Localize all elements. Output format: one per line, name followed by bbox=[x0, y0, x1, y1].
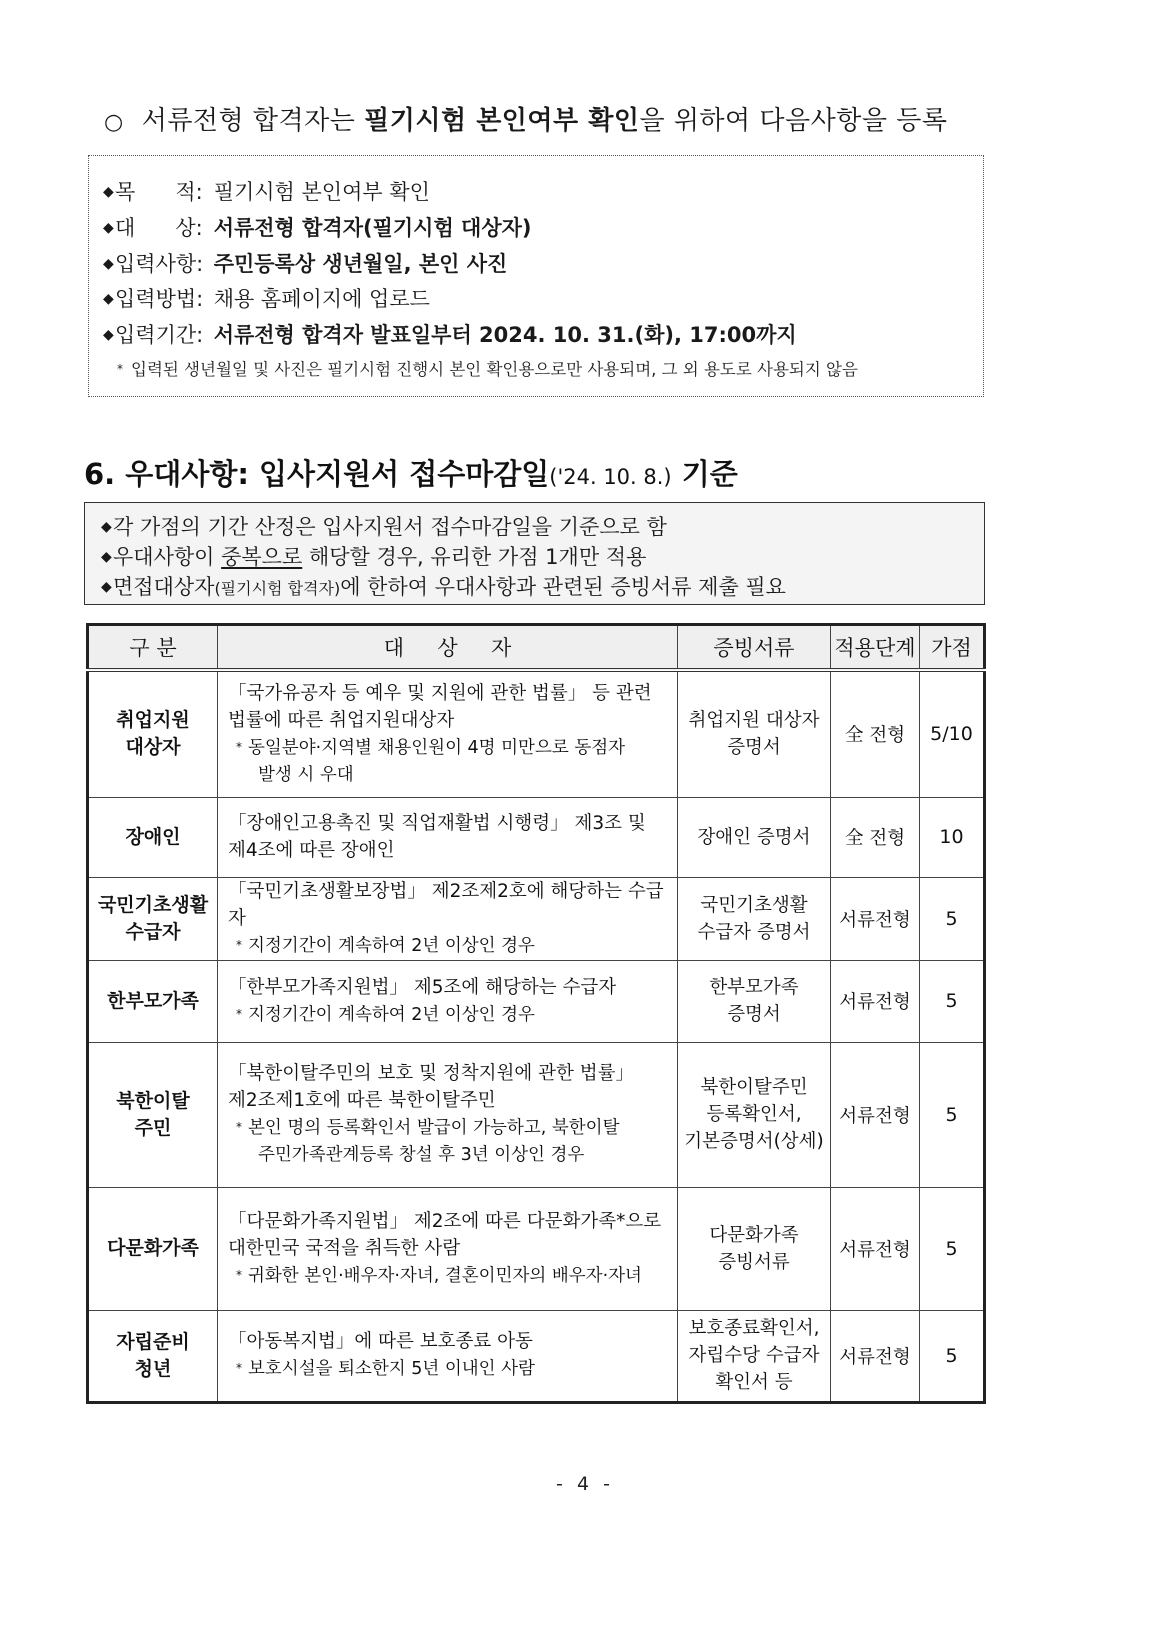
note-line: 지정기간이 계속하여 2년 이상인 경우 bbox=[248, 1004, 535, 1025]
row-target bbox=[218, 1187, 678, 1310]
item-label: 대 상: bbox=[115, 216, 203, 240]
row-documents bbox=[678, 670, 831, 797]
row-points: 5/10 bbox=[920, 670, 985, 797]
row-category bbox=[88, 1042, 218, 1187]
asterisk-icon: * bbox=[236, 937, 242, 952]
target-line: 「장애인고용촉진 및 직업재활법 시행령」 제3조 및 bbox=[228, 813, 646, 834]
row-documents bbox=[678, 1187, 831, 1310]
category-line: 대상자 bbox=[125, 736, 181, 759]
note-text-a: 우대사항이 bbox=[113, 545, 222, 569]
document-line: 보호종료확인서, bbox=[688, 1318, 820, 1339]
page-number: - 4 - bbox=[556, 1473, 614, 1495]
bullet-icon: ◆ bbox=[103, 256, 114, 272]
note-text-b: 에 한하여 우대사항과 관련된 증빙서류 제출 필요 bbox=[340, 575, 786, 599]
target-note bbox=[228, 1355, 677, 1383]
row-stage: 서류전형 bbox=[831, 960, 920, 1042]
note-text: 각 가점의 기간 산정은 입사지원서 접수마감일을 기준으로 함 bbox=[113, 515, 667, 539]
document-line: 한부모가족 bbox=[709, 977, 799, 998]
table-header-row bbox=[88, 625, 985, 671]
asterisk-icon: * bbox=[236, 1267, 242, 1282]
row-documents bbox=[678, 877, 831, 960]
header-target: 대 상 자 bbox=[218, 625, 678, 671]
bullet-icon: ◆ bbox=[103, 327, 114, 343]
note-line-2 bbox=[101, 541, 646, 571]
category-line: 청년 bbox=[134, 1357, 172, 1380]
target-line: 제4조에 따른 장애인 bbox=[228, 840, 395, 861]
item-value: 채용 홈페이지에 업로드 bbox=[213, 287, 430, 311]
row-category bbox=[88, 877, 218, 960]
row-target bbox=[218, 1310, 678, 1402]
table-row bbox=[88, 1187, 985, 1310]
item-value: 주민등록상 생년월일, 본인 사진 bbox=[213, 252, 508, 276]
note-line: 발생 시 우대 bbox=[258, 764, 354, 785]
target-line: 「한부모가족지원법」 제5조에 해당하는 수급자 bbox=[228, 976, 617, 998]
bullet-icon: ◆ bbox=[103, 291, 114, 307]
row-stage: 서류전형 bbox=[831, 1310, 920, 1402]
table-row bbox=[88, 1042, 985, 1187]
note-line: 동일분야·지역별 채용인원이 4명 미만으로 동점자 bbox=[248, 737, 626, 758]
document-line: 등록확인서, bbox=[706, 1104, 802, 1125]
section-title-end: 기준 bbox=[671, 457, 738, 491]
registration-intro bbox=[104, 100, 948, 137]
row-points: 10 bbox=[920, 797, 985, 877]
item-label: 입력방법: bbox=[115, 287, 204, 311]
section-title-date: ('24. 10. 8.) bbox=[549, 465, 672, 489]
preference-notes-box bbox=[84, 502, 985, 605]
note-line-1 bbox=[101, 511, 667, 541]
asterisk-icon: * bbox=[236, 1120, 242, 1134]
section-title bbox=[84, 452, 738, 493]
note-line: 주민가족관계등록 창설 후 3년 이상인 경우 bbox=[258, 1145, 585, 1165]
registration-item-period bbox=[103, 319, 797, 349]
target-note bbox=[228, 1114, 677, 1169]
bullet-icon: ◆ bbox=[103, 184, 114, 200]
registration-item-method bbox=[103, 283, 430, 313]
row-points: 5 bbox=[920, 877, 985, 960]
row-documents bbox=[678, 1310, 831, 1402]
category-line: 주민 bbox=[134, 1116, 172, 1139]
target-line: 「국민기초생활보장법」 제2조제2호에 해당하는 수급자 bbox=[228, 880, 664, 929]
document-line: 취업지원 대상자 bbox=[688, 710, 820, 732]
item-value: 서류전형 합격자 발표일부터 2024. 10. 31.(화), 17:00까지 bbox=[213, 323, 797, 347]
document-line: 자립수당 수급자 bbox=[688, 1345, 820, 1366]
header-documents: 증빙서류 bbox=[678, 625, 831, 671]
header-points: 가점 bbox=[920, 625, 985, 671]
category-line: 취업지원 bbox=[116, 709, 190, 732]
category-line: 북한이탈 bbox=[116, 1089, 190, 1112]
note-underlined-text: 중복으로 bbox=[221, 545, 303, 569]
document-line: 확인서 등 bbox=[715, 1372, 793, 1393]
bullet-icon: ◆ bbox=[101, 549, 112, 565]
row-points: 5 bbox=[920, 1187, 985, 1310]
category-line: 자립준비 bbox=[116, 1330, 190, 1353]
document-line: 장애인 증명서 bbox=[697, 826, 811, 848]
header-stage: 적용단계 bbox=[831, 625, 920, 671]
note-line: 귀화한 본인·배우자·자녀, 결혼이민자의 배우자·자녀 bbox=[248, 1265, 642, 1286]
registration-item-target bbox=[103, 212, 532, 242]
row-target bbox=[218, 797, 678, 877]
bullet-icon: ◆ bbox=[101, 519, 112, 535]
target-line: 대한민국 국적을 취득한 사람 bbox=[228, 1237, 461, 1259]
item-label: 목 적: bbox=[115, 180, 203, 204]
row-documents bbox=[678, 960, 831, 1042]
row-category bbox=[88, 1187, 218, 1310]
item-label: 입력사항: bbox=[115, 252, 204, 276]
target-line: 「아동복지법」에 따른 보호종료 아동 bbox=[228, 1331, 533, 1352]
row-documents bbox=[678, 797, 831, 877]
row-stage: 全 전형 bbox=[831, 670, 920, 797]
registration-footnote bbox=[117, 356, 858, 380]
document-line: 기본증명서(상세) bbox=[684, 1131, 824, 1152]
registration-item-inputs bbox=[103, 248, 507, 278]
row-documents bbox=[678, 1042, 831, 1187]
row-target bbox=[218, 670, 678, 797]
row-category bbox=[88, 797, 218, 877]
document-line: 증명서 bbox=[727, 737, 781, 759]
category-line: 장애인 bbox=[125, 825, 181, 848]
target-note bbox=[228, 932, 677, 960]
row-points: 5 bbox=[920, 1310, 985, 1402]
document-line: 다문화가족 bbox=[709, 1224, 799, 1246]
footnote-text: 입력된 생년월일 및 사진은 필기시험 진행시 본인 확인용으로만 사용되며, 그 외 용도로 사용되지 않음 bbox=[131, 360, 858, 379]
target-note bbox=[228, 1262, 677, 1290]
target-line: 「국가유공자 등 예우 및 지원에 관한 법률」 등 관련 bbox=[228, 682, 652, 704]
row-stage: 서류전형 bbox=[831, 1042, 920, 1187]
document-line: 국민기초생활 bbox=[700, 894, 808, 916]
item-value: 필기시험 본인여부 확인 bbox=[213, 180, 430, 204]
table-row bbox=[88, 670, 985, 797]
table-row bbox=[88, 960, 985, 1042]
section-title-main: 6. 우대사항: 입사지원서 접수마감일 bbox=[84, 457, 550, 491]
table-row bbox=[88, 1310, 985, 1402]
category-line: 수급자 bbox=[125, 920, 181, 943]
row-target bbox=[218, 960, 678, 1042]
item-label: 입력기간: bbox=[115, 323, 204, 347]
asterisk-icon: * bbox=[236, 739, 242, 754]
row-category bbox=[88, 1310, 218, 1402]
target-note bbox=[228, 1001, 677, 1029]
note-line: 보호시설을 퇴소한지 5년 이내인 사람 bbox=[248, 1359, 535, 1379]
intro-text-bold: 필기시험 본인여부 확인 bbox=[364, 106, 640, 136]
note-line: 지정기간이 계속하여 2년 이상인 경우 bbox=[248, 935, 535, 956]
row-stage: 서류전형 bbox=[831, 1187, 920, 1310]
circle-bullet-icon: ○ bbox=[104, 110, 124, 135]
target-line: 제2조제1호에 따른 북한이탈주민 bbox=[228, 1090, 496, 1111]
row-stage: 全 전형 bbox=[831, 797, 920, 877]
document-line: 북한이탈주민 bbox=[700, 1077, 808, 1098]
category-line: 국민기초생활 bbox=[97, 893, 209, 916]
row-points: 5 bbox=[920, 960, 985, 1042]
table-row bbox=[88, 797, 985, 877]
asterisk-icon: * bbox=[236, 1361, 242, 1375]
table-row bbox=[88, 877, 985, 960]
header-category: 구 분 bbox=[88, 625, 218, 671]
row-points: 5 bbox=[920, 1042, 985, 1187]
asterisk-icon: * bbox=[117, 362, 123, 376]
row-target bbox=[218, 877, 678, 960]
asterisk-icon: * bbox=[236, 1006, 242, 1021]
row-category bbox=[88, 960, 218, 1042]
note-text-b: 해당할 경우, 유리한 가점 1개만 적용 bbox=[302, 545, 647, 569]
intro-text-after: 을 위하여 다음사항을 등록 bbox=[639, 106, 948, 136]
note-small-text: (필기시험 합격자) bbox=[214, 579, 341, 598]
target-line: 「다문화가족지원법」 제2조에 따른 다문화가족*으로 bbox=[228, 1210, 662, 1232]
registration-item-purpose bbox=[103, 176, 430, 206]
item-value: 서류전형 합격자(필기시험 대상자) bbox=[213, 216, 532, 240]
target-line: 법률에 따른 취업지원대상자 bbox=[228, 709, 455, 731]
target-line: 「북한이탈주민의 보호 및 정착지원에 관한 법률」 bbox=[228, 1063, 634, 1084]
registration-box bbox=[88, 155, 984, 397]
category-line: 다문화가족 bbox=[107, 1237, 199, 1259]
note-line: 본인 명의 등록확인서 발급이 가능하고, 북한이탈 bbox=[248, 1118, 620, 1138]
bullet-icon: ◆ bbox=[101, 579, 112, 595]
intro-text-before: 서류전형 합격자는 bbox=[141, 106, 365, 136]
note-text-a: 면접대상자 bbox=[113, 575, 215, 599]
row-target bbox=[218, 1042, 678, 1187]
row-category bbox=[88, 670, 218, 797]
category-line: 한부모가족 bbox=[107, 989, 199, 1012]
document-line: 증빙서류 bbox=[718, 1251, 790, 1273]
document-line: 수급자 증명서 bbox=[697, 921, 811, 943]
bullet-icon: ◆ bbox=[103, 220, 114, 236]
document-line: 증명서 bbox=[727, 1004, 781, 1025]
preference-table bbox=[86, 623, 986, 1404]
row-stage: 서류전형 bbox=[831, 877, 920, 960]
note-line-3 bbox=[101, 571, 786, 601]
target-note bbox=[228, 734, 677, 789]
